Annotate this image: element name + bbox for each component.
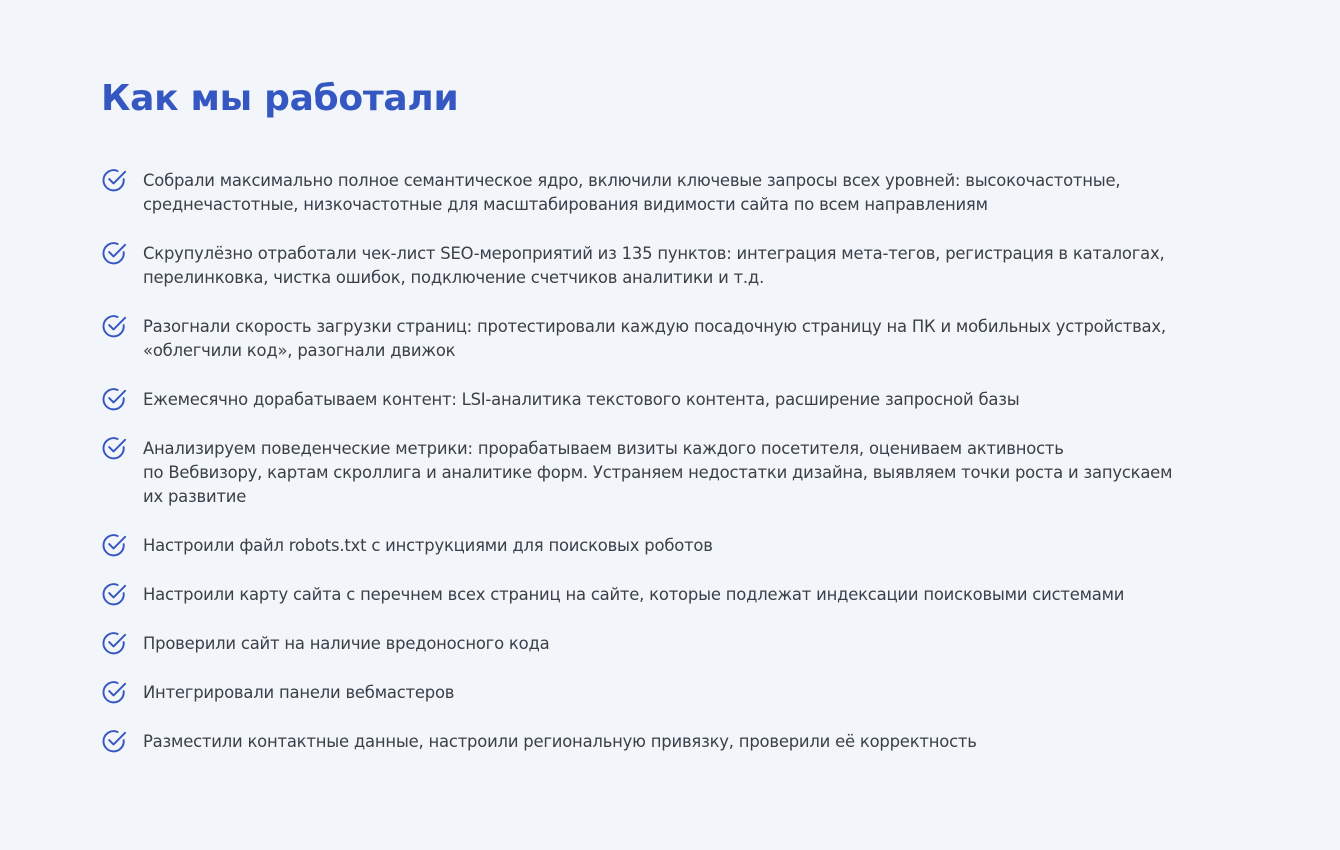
list-item-text: Настроили файл robots.txt с инструкциями для поисковых роботов (143, 536, 713, 555)
list-item-text: Разогнали скорость загрузки страниц: протестировали каждую посадочную страницу на ПК и мобильных устройствах, «облегчили код», разогнали движок (143, 317, 1166, 360)
check-circle-icon (101, 435, 128, 462)
how-we-worked-section (101, 76, 1211, 751)
check-circle-icon (101, 630, 128, 657)
list-item-text: Собрали максимально полное семантическое ядро, включили ключевые запросы всех уровней: высокочастотные, среднечастотные, низкочастотные для масштабирования видимости сайта по всем направлениям (143, 171, 1121, 214)
check-circle-icon (101, 581, 128, 608)
list-item-text: Скрупулёзно отработали чек-лист SEO-мероприятий из 135 пунктов: интеграция мета-тегов, регистрация в каталогах, перелинковка, чистка ошибок, подключение счетчиков аналитики и т.д. (143, 244, 1165, 287)
check-circle-icon (101, 728, 128, 755)
check-circle-icon (101, 167, 128, 194)
check-circle-icon (101, 532, 128, 559)
check-circle-icon (101, 679, 128, 706)
list-item-text: Анализируем поведенческие метрики: прорабатываем визиты каждого посетителя, оцениваем активность по Вебвизору, картам скроллига и аналитике форм. Устраняем недостатки дизайна, выявляем точки роста и запускаем их развитие (143, 439, 1173, 506)
list-item-text: Интегрировали панели вебмастеров (143, 683, 455, 702)
list-item-text: Ежемесячно дорабатываем контент: LSI-аналитика текстового контента, расширение запросной базы (143, 390, 1020, 409)
list-item-text: Настроили карту сайта с перечнем всех страниц на сайте, которые подлежат индексации поисковыми системами (143, 585, 1125, 604)
check-circle-icon (101, 240, 128, 267)
check-circle-icon (101, 386, 128, 413)
check-circle-icon (101, 313, 128, 340)
list-item-text: Проверили сайт на наличие вредоносного кода (143, 634, 550, 653)
list-item-text: Разместили контактные данные, настроили региональную привязку, проверили её корректность (143, 732, 977, 751)
section-title: Как мы работали (101, 78, 459, 119)
